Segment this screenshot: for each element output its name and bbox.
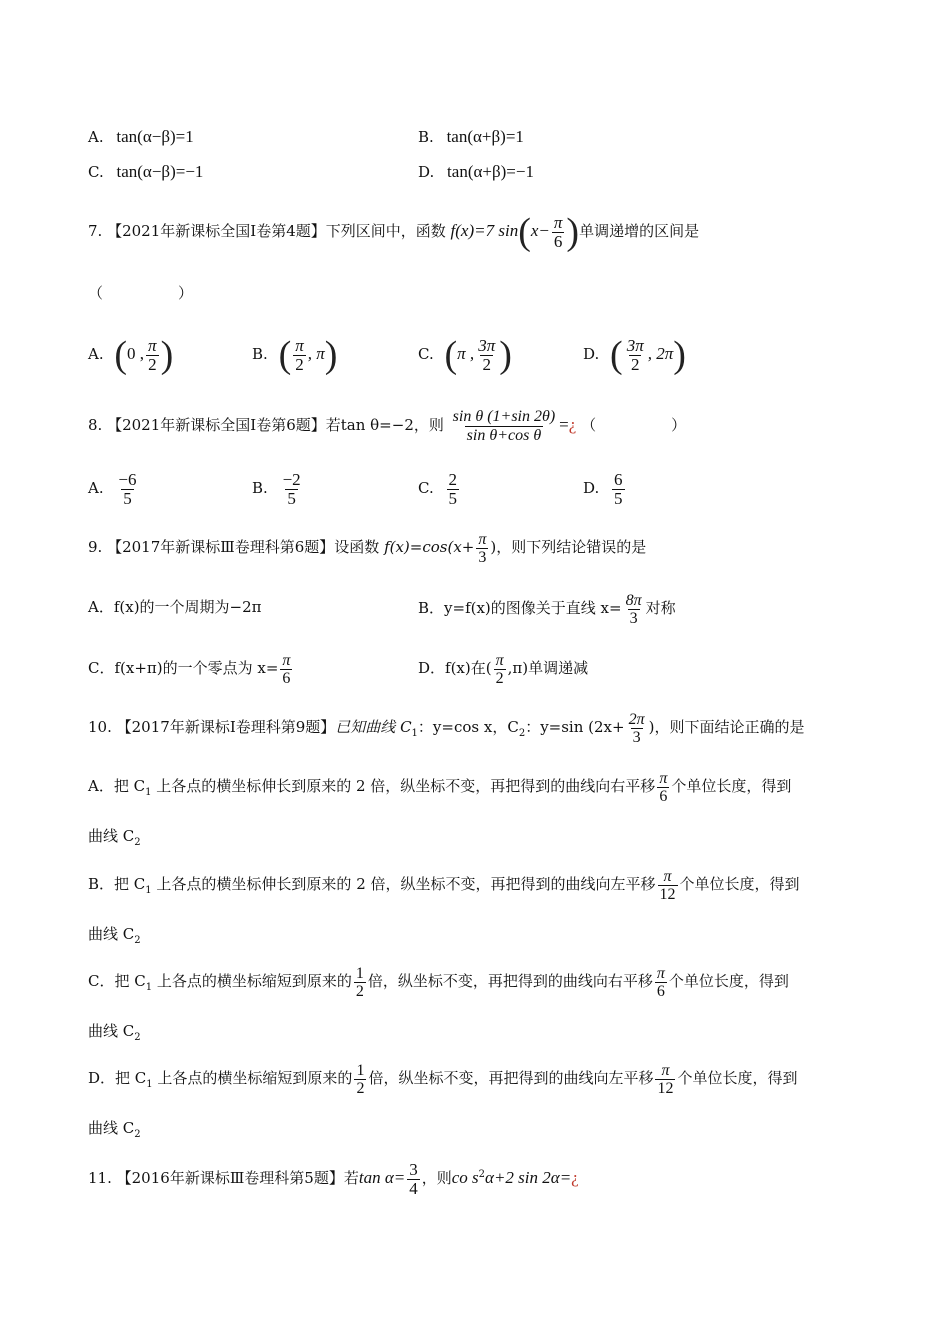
denominator: 2 (356, 1079, 365, 1097)
option-letter: C. (418, 345, 434, 363)
option-expression: tan(α+β)=−1 (447, 162, 534, 181)
option-fraction (447, 471, 460, 508)
question-source: 【2021年新课标全国Ⅰ卷第4题】 (107, 222, 326, 240)
option-letter: B. (252, 345, 268, 363)
paren-open: ( (444, 334, 458, 376)
option-text: 上各点的横坐标缩短到原来的 (152, 1069, 353, 1087)
option-text: 上各点的横坐标缩短到原来的 (152, 972, 352, 990)
option-fraction (658, 868, 678, 903)
option-fraction (624, 592, 644, 627)
half-fraction (354, 1062, 366, 1097)
q7-option-c (418, 331, 512, 377)
option-fraction (612, 471, 625, 508)
denominator: 3 (629, 609, 638, 627)
question-text: ：y=sin (2x+ (525, 718, 625, 736)
option-text: 个单位长度，得到 (671, 777, 792, 795)
question-text: 单调递增的区间是 (579, 222, 700, 240)
interval-fraction (293, 337, 306, 374)
option-fraction (655, 965, 667, 1000)
denominator: 2 (148, 354, 157, 374)
question-text: 已知曲线 C (335, 718, 412, 736)
q10-option-d-curve (88, 1118, 141, 1145)
q6-option-c (88, 162, 203, 182)
denominator: 6 (659, 787, 668, 805)
option-fraction (655, 1062, 675, 1097)
numerator: π (659, 769, 668, 787)
subscript: 2 (134, 935, 141, 946)
question-text: )，则下列结论错误的是 (490, 538, 647, 556)
option-fraction (494, 652, 506, 687)
denominator: 6 (282, 669, 291, 687)
paren-close: ) (499, 334, 512, 376)
question-text: 若tan θ=−2，则 (325, 416, 444, 434)
q9-option-a: A．f(x)的一个周期为−2π (88, 598, 262, 616)
subscript: 1 (146, 1079, 153, 1090)
q7-answer-paren: （ ） (88, 284, 194, 302)
option-fraction (280, 652, 292, 687)
denominator: 6 (656, 982, 665, 1000)
function-expression: f(x)=cos(x+ (384, 538, 475, 556)
denominator: 4 (409, 1178, 418, 1198)
option-text: 倍，纵坐标不变，再把得到的曲线向右平移 (367, 972, 653, 990)
numerator: −2 (282, 469, 301, 489)
q8-option-a (88, 465, 140, 511)
interval-right: , π (307, 344, 325, 363)
numerator: sin θ (1+sin 2θ) (452, 407, 556, 425)
option-letter: A. (88, 128, 104, 146)
option-text: B．把 C (88, 875, 146, 893)
option-text: C．f(x+π)的一个零点为 x= (88, 659, 279, 677)
q7-option-d (583, 331, 686, 377)
interval-fraction (146, 337, 159, 374)
q10-option-c (88, 959, 789, 1010)
option-letter: D. (418, 163, 435, 181)
option-fraction (281, 471, 303, 508)
denominator: 2 (495, 669, 504, 687)
equals-sign: = (559, 415, 569, 434)
numerator: π (656, 964, 665, 982)
numerator: π (148, 335, 157, 355)
numerator: π (295, 335, 304, 355)
paren-open: ( (278, 334, 292, 376)
option-text: 个单位长度，得到 (679, 875, 800, 893)
answer-paren: （ ） (581, 416, 687, 434)
question-source: 【2021年新课标全国Ⅰ卷第6题】 (107, 416, 326, 434)
q10-stem (88, 705, 804, 756)
option-text: B．y=f(x)的图像关于直线 x= (418, 599, 622, 617)
option-letter: A. (88, 479, 104, 497)
denominator: 12 (657, 1079, 674, 1097)
numerator: 8π (625, 591, 642, 609)
q8-option-b (252, 465, 305, 511)
unknown-mark: ¿ (571, 1168, 579, 1187)
subscript: 2 (518, 728, 526, 739)
question-number: 11. (88, 1169, 112, 1187)
option-text: 对称 (645, 599, 676, 617)
question-number: 7. (88, 222, 103, 240)
option-text: D．把 C (88, 1069, 147, 1087)
pi-over-six (552, 214, 565, 251)
tan-expression: tan α= (358, 1168, 406, 1187)
curve-label: 曲线 C (88, 1119, 135, 1137)
question-text: 若 (343, 1169, 359, 1187)
interval-fraction (476, 337, 497, 374)
denominator: 6 (553, 231, 563, 251)
interval-left: π , (457, 344, 475, 363)
q10-option-a-curve (88, 826, 141, 853)
q6-option-b (418, 127, 524, 147)
subscript: 1 (145, 982, 153, 993)
denominator: 2 (482, 354, 491, 374)
option-text: 个单位长度，得到 (677, 1069, 798, 1087)
q10-option-a (88, 764, 791, 815)
question-text: )，则下面结论正确的是 (648, 718, 805, 736)
denominator: 3 (478, 548, 487, 566)
subscript: 1 (411, 728, 418, 739)
option-text: 倍，纵坐标不变，再把得到的曲线向左平移 (368, 1069, 654, 1087)
option-expression: tan(α−β)=1 (116, 127, 194, 146)
numerator: 2 (448, 469, 457, 489)
q9-stem (88, 525, 646, 569)
question-text: ：y=cos x，C (417, 718, 519, 736)
three-quarters (407, 1161, 420, 1198)
numerator: π (495, 651, 504, 669)
function-argument: x− (530, 221, 550, 240)
pi-over-three (476, 531, 488, 566)
superscript: 2 (478, 1169, 486, 1180)
option-text: 上各点的横坐标伸长到原来的 2 倍，纵坐标不变，再把得到的曲线向右平移 (151, 777, 656, 795)
question-text: 设函数 (334, 538, 385, 556)
paren-close: ) (160, 334, 174, 376)
q7-option-a (88, 331, 173, 377)
option-text: 上各点的横坐标伸长到原来的 2 倍，纵坐标不变，再把得到的曲线向左平移 (151, 875, 656, 893)
denominator: 2 (295, 354, 304, 374)
question-source: 【2016年新课标Ⅲ卷理科第5题】 (116, 1169, 344, 1187)
numerator: 1 (355, 964, 364, 982)
q7-stem (88, 208, 699, 254)
option-expression: tan(α−β)=−1 (116, 162, 204, 181)
option-text: D．f(x)在( (418, 659, 492, 677)
paren-open: ( (610, 334, 623, 376)
denominator: 5 (123, 488, 132, 508)
q8-option-d (583, 465, 627, 511)
numerator: 3π (626, 335, 644, 355)
option-letter: D. (583, 345, 600, 363)
option-text: C．把 C (88, 972, 146, 990)
denominator: 2 (630, 354, 640, 374)
paren-close: ) (566, 211, 580, 253)
paren-close: ) (324, 334, 338, 376)
option-letter: A. (88, 345, 104, 363)
numerator: π (663, 867, 672, 885)
q9-option-c (88, 646, 294, 690)
expression: α+2 sin 2α= (485, 1168, 572, 1187)
option-fraction (657, 770, 669, 805)
q8-option-c (418, 465, 461, 511)
denominator: 5 (448, 488, 457, 508)
subscript: 1 (145, 885, 152, 896)
denominator: 2 (355, 982, 364, 1000)
numerator: π (478, 530, 487, 548)
trig-fraction (451, 408, 558, 445)
option-letter: B. (252, 479, 268, 497)
numerator: 3π (478, 335, 496, 355)
q8-stem (88, 402, 686, 448)
question-text: ，则 (421, 1169, 452, 1187)
numerator: 1 (356, 1061, 365, 1079)
q6-option-a (88, 127, 194, 147)
q9-option-d (418, 646, 588, 690)
q7-option-b (252, 331, 337, 377)
numerator: π (661, 1061, 670, 1079)
curve-label: 曲线 C (88, 1022, 135, 1040)
option-letter: C. (418, 479, 434, 497)
denominator: 3 (632, 728, 641, 746)
option-letter: D. (583, 479, 600, 497)
expression: co s (451, 1168, 479, 1187)
paren-open: ( (518, 211, 531, 253)
option-text: ,π)单调递减 (507, 659, 589, 677)
numerator: 2π (628, 710, 645, 728)
interval-fraction (625, 337, 646, 374)
question-number: 9. (88, 538, 103, 556)
numerator: 6 (614, 469, 623, 489)
numerator: π (553, 212, 563, 232)
denominator: sin θ+cos θ (466, 426, 542, 444)
function-expression: f(x)=7 sin (450, 221, 519, 240)
numerator: −6 (118, 469, 137, 489)
interval-left: 0 , (127, 344, 145, 363)
option-expression: tan(α+β)=1 (446, 127, 524, 146)
option-letter: B. (418, 128, 434, 146)
subscript: 2 (134, 837, 141, 848)
subscript: 1 (145, 787, 152, 798)
paren-open: ( (114, 334, 128, 376)
denominator: 5 (614, 488, 623, 508)
denominator: 5 (287, 488, 296, 508)
q10-option-c-curve (88, 1021, 141, 1048)
numerator: 3 (409, 1159, 418, 1179)
question-source: 【2017年新课标Ⅲ卷理科第6题】 (107, 538, 335, 556)
half-fraction (354, 965, 366, 1000)
curve-label: 曲线 C (88, 925, 135, 943)
q10-option-b-curve (88, 924, 141, 951)
q10-option-b (88, 862, 800, 913)
denominator: 12 (659, 885, 676, 903)
option-text: A．把 C (88, 777, 146, 795)
paren-close: ) (673, 334, 686, 376)
question-number: 8. (88, 416, 103, 434)
curve-label: 曲线 C (88, 827, 135, 845)
interval-right: , 2π (647, 344, 674, 363)
q6-option-d (418, 162, 534, 182)
option-fraction (116, 471, 138, 508)
unknown-mark: ¿ (568, 415, 577, 434)
question-source: 【2017年新课标Ⅰ卷理科第9题】 (116, 718, 336, 736)
q10-option-d (88, 1056, 797, 1107)
q9-option-b (418, 586, 676, 630)
option-text: 个单位长度，得到 (668, 972, 789, 990)
question-number: 10. (88, 718, 112, 736)
question-text: 下列区间中，函数 (325, 222, 446, 240)
subscript: 2 (134, 1129, 141, 1140)
option-letter: C. (88, 163, 104, 181)
two-pi-over-three (627, 711, 647, 746)
q11-stem (88, 1152, 579, 1201)
subscript: 2 (134, 1032, 141, 1043)
numerator: π (282, 651, 291, 669)
